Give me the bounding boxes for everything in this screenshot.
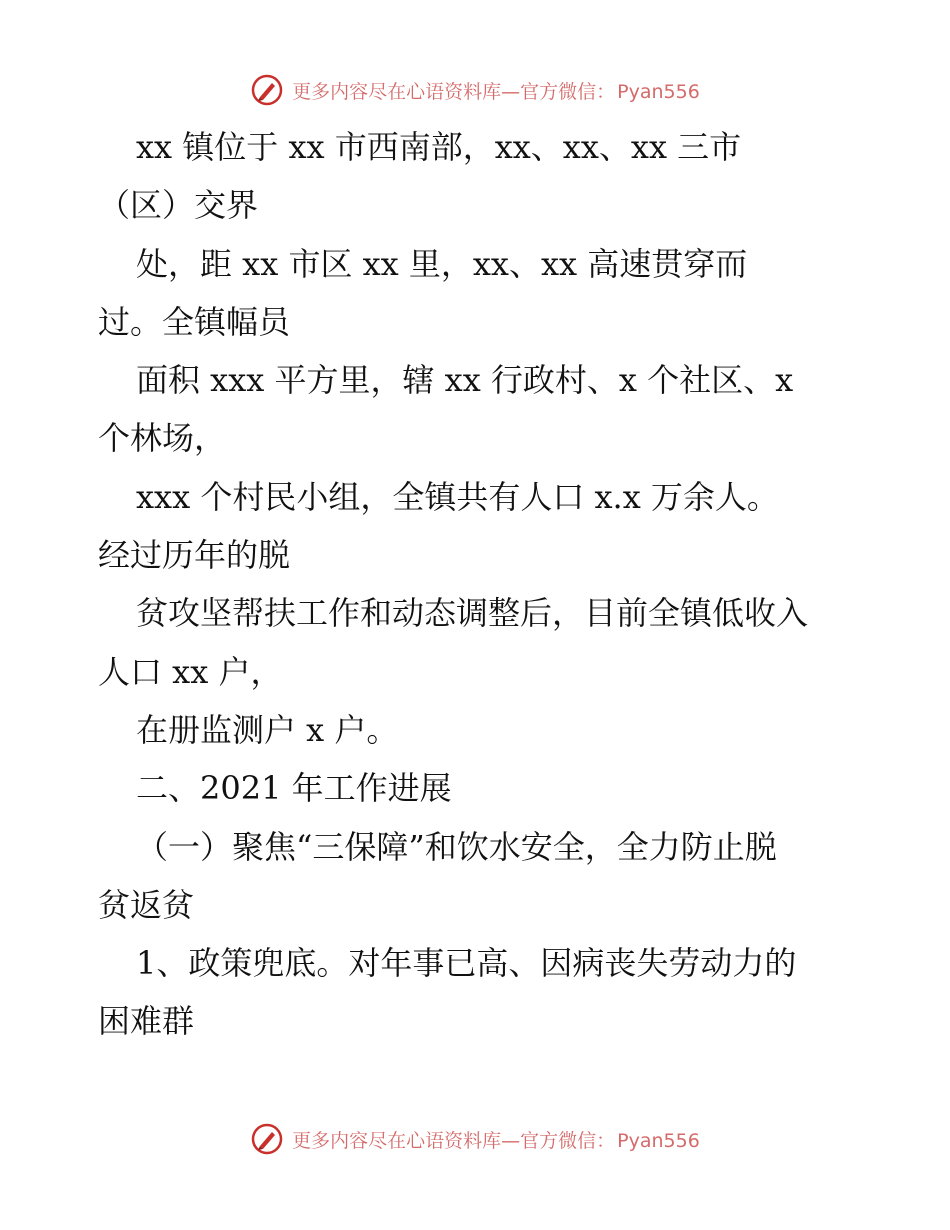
text-line: 贫攻坚帮扶工作和动态调整后，目前全镇低收入 [136, 594, 809, 633]
text-line: 贫返贫 [98, 885, 195, 924]
text-line: （一）聚焦“三保障”和饮水安全，全力防止脱 [136, 827, 777, 866]
text-line: 1、政策兜底。对年事已高、因病丧失劳动力的 [136, 944, 797, 983]
text-line: xxx 个村民小组，全镇共有人口 x.x 万余人。 [136, 477, 779, 516]
text-line: 人口 xx 户， [98, 652, 283, 691]
banner-handle: Pyan556 [617, 80, 700, 103]
text-line: 过。全镇幅员 [98, 302, 291, 341]
banner-label: 更多内容尽在心语资料库—官方微信： [292, 1129, 616, 1152]
text-line: 在册监测户 x 户。 [136, 710, 399, 749]
body-text [98, 118, 868, 1051]
text-line: 二、2021 年工作进展 [136, 769, 452, 808]
text-line: 面积 xxx 平方里，辖 xx 行政村、x 个社区、x [136, 361, 794, 400]
banner-text [292, 77, 700, 104]
header-banner [0, 72, 950, 108]
text-line: xx 镇位于 xx 市西南部，xx、xx、xx 三市 [136, 128, 742, 166]
text-line: 困难群 [98, 1002, 195, 1041]
text-line: 处，距 xx 市区 xx 里，xx、xx 高速贯穿而 [136, 244, 748, 283]
banner-label: 更多内容尽在心语资料库—官方微信： [292, 80, 616, 103]
pen-logo-icon [250, 73, 284, 107]
pen-logo-icon [250, 1122, 284, 1156]
banner-text [292, 1126, 700, 1153]
footer-banner [0, 1121, 950, 1157]
banner-handle: Pyan556 [617, 1129, 700, 1152]
text-line: 经过历年的脱 [98, 536, 291, 575]
text-line: 个林场， [98, 419, 227, 458]
text-line: （区）交界 [98, 186, 259, 225]
